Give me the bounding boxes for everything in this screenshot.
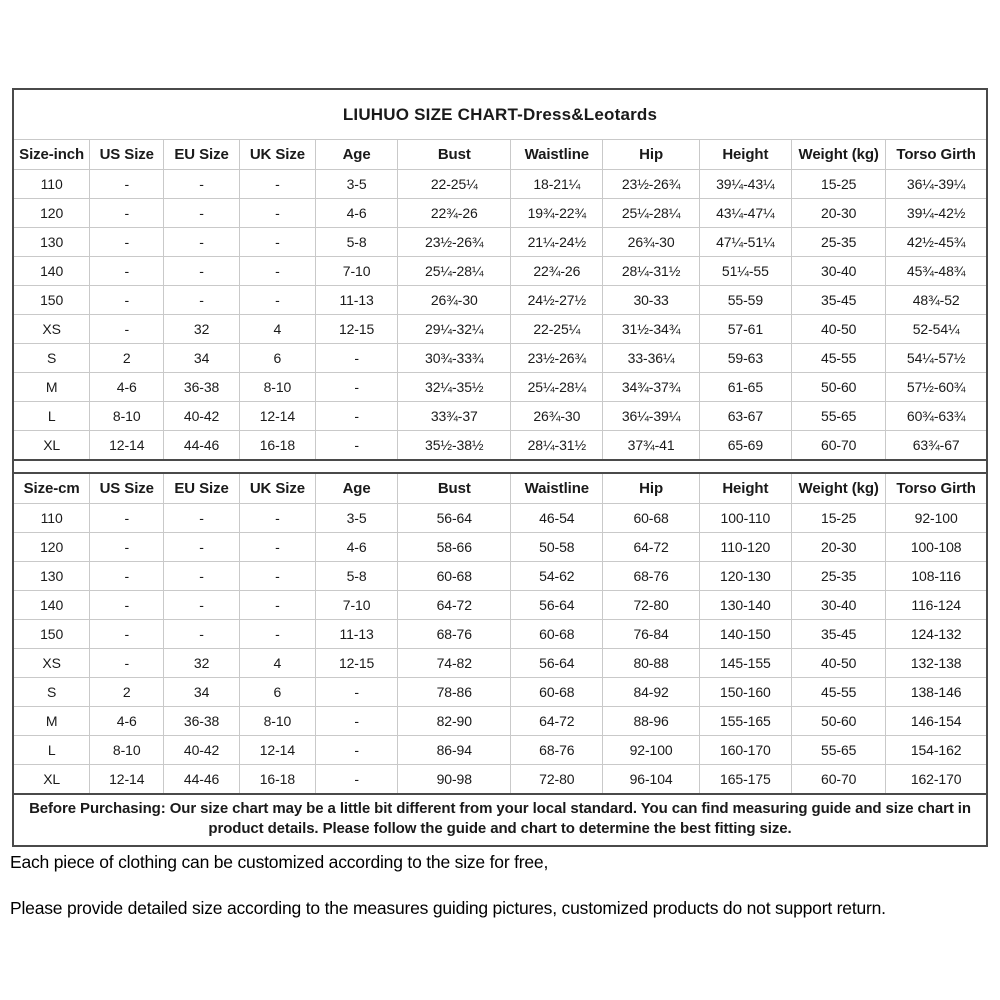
table-cell: -	[164, 286, 240, 315]
table-cell: 82-90	[398, 707, 511, 736]
table-cell: 48¾-52	[886, 286, 986, 315]
table-cell: 140	[14, 591, 90, 620]
table-cell: -	[90, 286, 164, 315]
table-cell: -	[90, 257, 164, 286]
table-cell: -	[239, 504, 315, 533]
table-cell: XS	[14, 649, 90, 678]
table-cell: 22-25¼	[398, 170, 511, 199]
table-cell: 8-10	[90, 402, 164, 431]
table-divider	[14, 459, 986, 474]
header-row	[14, 140, 986, 170]
table-cell: 100-110	[699, 504, 791, 533]
table-cell: 61-65	[699, 373, 791, 402]
table-cell: 19¾-22¾	[511, 199, 603, 228]
table-cell: 34	[164, 678, 240, 707]
table-cell: 120-130	[699, 562, 791, 591]
table-cell: 130	[14, 228, 90, 257]
table-cell: 4	[239, 649, 315, 678]
size-chart-box	[12, 88, 988, 847]
table-cell: -	[90, 199, 164, 228]
table-cell: 4-6	[90, 373, 164, 402]
table-cell: 162-170	[886, 765, 986, 794]
table-cell: L	[14, 736, 90, 765]
table-cell: 26¾-30	[398, 286, 511, 315]
table-cell: 44-46	[164, 765, 240, 794]
table-cell: 12-15	[315, 649, 398, 678]
table-cell: 16-18	[239, 431, 315, 460]
table-cell: 50-58	[511, 533, 603, 562]
table-cell: 30-33	[603, 286, 699, 315]
note-no-return: Please provide detailed size according to the measures guiding pictures, customized products do not support return.	[10, 898, 886, 918]
table-cell: 160-170	[699, 736, 791, 765]
table-cell: -	[90, 504, 164, 533]
table-cell: 60-68	[511, 678, 603, 707]
table-row	[14, 736, 986, 765]
table-cell: 18-21¼	[511, 170, 603, 199]
table-cell: 32¼-35½	[398, 373, 511, 402]
table-cell: -	[90, 591, 164, 620]
table-cell: 6	[239, 678, 315, 707]
column-header: Torso Girth	[886, 474, 986, 504]
table-cell: 68-76	[398, 620, 511, 649]
table-cell: 5-8	[315, 228, 398, 257]
table-cell: 138-146	[886, 678, 986, 707]
table-cell: 90-98	[398, 765, 511, 794]
table-row	[14, 562, 986, 591]
column-header: Age	[315, 140, 398, 170]
table-cell: -	[164, 228, 240, 257]
table-cell: 64-72	[511, 707, 603, 736]
table-cell: 88-96	[603, 707, 699, 736]
table-cell: XL	[14, 765, 90, 794]
table-row	[14, 504, 986, 533]
column-header: UK Size	[239, 140, 315, 170]
table-cell: 31½-34¾	[603, 315, 699, 344]
table-row	[14, 620, 986, 649]
table-row	[14, 533, 986, 562]
table-cell: 120	[14, 533, 90, 562]
table-cell: 56-64	[511, 591, 603, 620]
column-header: US Size	[90, 140, 164, 170]
table-cell: 3-5	[315, 504, 398, 533]
table-cell: 60-70	[792, 765, 886, 794]
table-cell: 60-68	[511, 620, 603, 649]
table-cell: 50-60	[792, 707, 886, 736]
table-cell: 33¾-37	[398, 402, 511, 431]
table-cell: 92-100	[603, 736, 699, 765]
table-cell: 7-10	[315, 257, 398, 286]
table-cell: 65-69	[699, 431, 791, 460]
table-cell: 30-40	[792, 257, 886, 286]
table-cell: 165-175	[699, 765, 791, 794]
table-cell: -	[90, 533, 164, 562]
table-cell: 25¼-28¼	[511, 373, 603, 402]
table-cell: 39¼-42½	[886, 199, 986, 228]
table-cell: -	[164, 533, 240, 562]
table-cell: 76-84	[603, 620, 699, 649]
table-cell: 36-38	[164, 373, 240, 402]
table-cell: 35-45	[792, 286, 886, 315]
column-header: Height	[699, 140, 791, 170]
table-cell: -	[90, 228, 164, 257]
table-cell: XS	[14, 315, 90, 344]
table-cell: 12-14	[90, 765, 164, 794]
table-cell: 72-80	[603, 591, 699, 620]
table-cell: 130-140	[699, 591, 791, 620]
table-cell: 8-10	[239, 373, 315, 402]
table-cell: 40-42	[164, 402, 240, 431]
table-cell: 4	[239, 315, 315, 344]
table-cell: 50-60	[792, 373, 886, 402]
table-cell: 28¼-31½	[603, 257, 699, 286]
table-cell: -	[164, 170, 240, 199]
table-cell: 25¼-28¼	[603, 199, 699, 228]
table-cell: 55-65	[792, 402, 886, 431]
table-cell: 15-25	[792, 170, 886, 199]
table-cell: 5-8	[315, 562, 398, 591]
column-header: Waistline	[511, 140, 603, 170]
table-cell: 34¾-37¾	[603, 373, 699, 402]
table-cell: 64-72	[398, 591, 511, 620]
column-header: Weight (kg)	[792, 474, 886, 504]
table-cell: 60-70	[792, 431, 886, 460]
table-cell: 42½-45¾	[886, 228, 986, 257]
table-cell: 4-6	[90, 707, 164, 736]
table-cell: 59-63	[699, 344, 791, 373]
table-cell: 100-108	[886, 533, 986, 562]
table-cell: XL	[14, 431, 90, 460]
table-cell: -	[315, 402, 398, 431]
table-cell: -	[164, 591, 240, 620]
table-cell: 92-100	[886, 504, 986, 533]
column-header: EU Size	[164, 474, 240, 504]
table-cell: 8-10	[90, 736, 164, 765]
table-cell: 150	[14, 286, 90, 315]
table-cell: 63¾-67	[886, 431, 986, 460]
table-cell: 36¼-39¼	[603, 402, 699, 431]
table-cell: 110-120	[699, 533, 791, 562]
table-cell: 132-138	[886, 649, 986, 678]
table-cell: 45-55	[792, 678, 886, 707]
table-cell: 22¾-26	[398, 199, 511, 228]
table-row	[14, 765, 986, 794]
table-cell: 3-5	[315, 170, 398, 199]
table-cell: 15-25	[792, 504, 886, 533]
table-cell: 6	[239, 344, 315, 373]
table-cell: -	[239, 562, 315, 591]
table-cell: -	[164, 620, 240, 649]
note-free-customization: Each piece of clothing can be customized according to the size for free,	[10, 852, 549, 872]
table-cell: 84-92	[603, 678, 699, 707]
table-cell: 21¼-24½	[511, 228, 603, 257]
table-cell: 46-54	[511, 504, 603, 533]
table-cell: 4-6	[315, 533, 398, 562]
table-cell: -	[315, 736, 398, 765]
table-cell: 40-42	[164, 736, 240, 765]
table-cell: -	[239, 591, 315, 620]
table-cell: 24½-27½	[511, 286, 603, 315]
table-cell: L	[14, 402, 90, 431]
table-cell: 45-55	[792, 344, 886, 373]
table-cell: 36¼-39¼	[886, 170, 986, 199]
table-cell: 150	[14, 620, 90, 649]
table-cell: 146-154	[886, 707, 986, 736]
table-cell: 96-104	[603, 765, 699, 794]
table-cell: 37¾-41	[603, 431, 699, 460]
table-cell: -	[90, 170, 164, 199]
table-cell: 56-64	[398, 504, 511, 533]
table-cell: 140-150	[699, 620, 791, 649]
table-row	[14, 373, 986, 402]
table-cell: S	[14, 678, 90, 707]
column-header: Weight (kg)	[792, 140, 886, 170]
table-cell: 7-10	[315, 591, 398, 620]
table-cell: 23½-26¾	[511, 344, 603, 373]
table-cell: 52-54¼	[886, 315, 986, 344]
column-header: Height	[699, 474, 791, 504]
table-cell: -	[239, 533, 315, 562]
table-cell: 154-162	[886, 736, 986, 765]
column-header: Bust	[398, 140, 511, 170]
table-row	[14, 286, 986, 315]
table-cell: -	[90, 649, 164, 678]
table-cell: 2	[90, 344, 164, 373]
table-cell: S	[14, 344, 90, 373]
table-cell: 20-30	[792, 199, 886, 228]
table-cell: 30-40	[792, 591, 886, 620]
table-cell: 68-76	[603, 562, 699, 591]
table-cell: 60-68	[398, 562, 511, 591]
column-header: EU Size	[164, 140, 240, 170]
table-row	[14, 199, 986, 228]
table-cell: 57½-60¾	[886, 373, 986, 402]
table-cell: -	[164, 562, 240, 591]
column-header: Bust	[398, 474, 511, 504]
table-cell: 12-15	[315, 315, 398, 344]
table-cell: 54¼-57½	[886, 344, 986, 373]
table-cell: 2	[90, 678, 164, 707]
table-cell: 30¾-33¾	[398, 344, 511, 373]
table-cell: 58-66	[398, 533, 511, 562]
table-row	[14, 315, 986, 344]
table-cell: -	[239, 170, 315, 199]
table-cell: 25¼-28¼	[398, 257, 511, 286]
table-cell: 51¼-55	[699, 257, 791, 286]
table-cell: 11-13	[315, 286, 398, 315]
size-table-cm	[14, 474, 986, 793]
column-header: Hip	[603, 474, 699, 504]
table-cell: -	[164, 257, 240, 286]
table-cell: 78-86	[398, 678, 511, 707]
column-header: UK Size	[239, 474, 315, 504]
table-cell: 54-62	[511, 562, 603, 591]
column-header: Age	[315, 474, 398, 504]
table-cell: 12-14	[90, 431, 164, 460]
table-cell: 40-50	[792, 649, 886, 678]
table-cell: 86-94	[398, 736, 511, 765]
table-cell: 32	[164, 649, 240, 678]
table-cell: 35-45	[792, 620, 886, 649]
table-cell: 36-38	[164, 707, 240, 736]
table-cell: 108-116	[886, 562, 986, 591]
table-cell: 64-72	[603, 533, 699, 562]
table-cell: 22-25¼	[511, 315, 603, 344]
table-cell: 140	[14, 257, 90, 286]
column-header: Torso Girth	[886, 140, 986, 170]
table-cell: 60¾-63¾	[886, 402, 986, 431]
table-cell: 35½-38½	[398, 431, 511, 460]
table-cell: -	[90, 562, 164, 591]
table-cell: 12-14	[239, 736, 315, 765]
table-cell: 4-6	[315, 199, 398, 228]
column-header: Hip	[603, 140, 699, 170]
table-cell: -	[315, 765, 398, 794]
table-cell: 74-82	[398, 649, 511, 678]
table-cell: 80-88	[603, 649, 699, 678]
chart-title: LIUHUO SIZE CHART-Dress&Leotards	[14, 90, 986, 140]
table-row	[14, 228, 986, 257]
table-cell: 40-50	[792, 315, 886, 344]
table-cell: -	[164, 199, 240, 228]
table-cell: 55-65	[792, 736, 886, 765]
table-cell: 72-80	[511, 765, 603, 794]
table-cell: 32	[164, 315, 240, 344]
table-cell: 63-67	[699, 402, 791, 431]
table-cell: 110	[14, 170, 90, 199]
table-row	[14, 402, 986, 431]
table-cell: 28¼-31½	[511, 431, 603, 460]
table-cell: -	[315, 344, 398, 373]
table-cell: 43¼-47¼	[699, 199, 791, 228]
table-row	[14, 257, 986, 286]
table-cell: 8-10	[239, 707, 315, 736]
column-header: Waistline	[511, 474, 603, 504]
table-cell: 60-68	[603, 504, 699, 533]
table-cell: 47¼-51¼	[699, 228, 791, 257]
table-cell: 25-35	[792, 562, 886, 591]
table-cell: -	[315, 373, 398, 402]
table-cell: -	[239, 257, 315, 286]
table-cell: -	[239, 199, 315, 228]
table-cell: 124-132	[886, 620, 986, 649]
table-cell: -	[239, 620, 315, 649]
table-cell: -	[239, 286, 315, 315]
table-cell: -	[90, 315, 164, 344]
table-cell: 33-36¼	[603, 344, 699, 373]
table-cell: 23½-26¾	[603, 170, 699, 199]
table-cell: 55-59	[699, 286, 791, 315]
table-cell: 22¾-26	[511, 257, 603, 286]
table-cell: 29¼-32¼	[398, 315, 511, 344]
table-cell: 20-30	[792, 533, 886, 562]
column-header: Size-inch	[14, 140, 90, 170]
table-cell: 155-165	[699, 707, 791, 736]
table-row	[14, 649, 986, 678]
table-cell: -	[90, 620, 164, 649]
column-header: Size-cm	[14, 474, 90, 504]
table-cell: 26¾-30	[603, 228, 699, 257]
table-row	[14, 344, 986, 373]
table-row	[14, 431, 986, 460]
table-cell: -	[315, 707, 398, 736]
table-cell: 25-35	[792, 228, 886, 257]
table-row	[14, 678, 986, 707]
table-cell: 34	[164, 344, 240, 373]
table-cell: 39¼-43¼	[699, 170, 791, 199]
table-cell: -	[315, 431, 398, 460]
table-row	[14, 707, 986, 736]
table-cell: 44-46	[164, 431, 240, 460]
table-cell: 130	[14, 562, 90, 591]
before-purchasing-note: Before Purchasing: Our size chart may be a little bit different from your local standard. You can find measuring guide and size chart in product details. Please follow the guide and chart to determine the best fitting size.	[14, 793, 986, 845]
size-table-inch	[14, 140, 986, 459]
table-cell: M	[14, 707, 90, 736]
table-cell: 26¾-30	[511, 402, 603, 431]
table-row	[14, 170, 986, 199]
table-cell: 110	[14, 504, 90, 533]
table-cell: -	[315, 678, 398, 707]
table-cell: -	[164, 504, 240, 533]
table-cell: 120	[14, 199, 90, 228]
header-row	[14, 474, 986, 504]
table-cell: 145-155	[699, 649, 791, 678]
table-cell: 11-13	[315, 620, 398, 649]
table-cell: 57-61	[699, 315, 791, 344]
table-cell: -	[239, 228, 315, 257]
table-cell: 12-14	[239, 402, 315, 431]
customization-notes	[10, 852, 980, 944]
table-cell: 23½-26¾	[398, 228, 511, 257]
table-cell: 116-124	[886, 591, 986, 620]
table-cell: 68-76	[511, 736, 603, 765]
table-cell: 45¾-48¾	[886, 257, 986, 286]
table-cell: M	[14, 373, 90, 402]
table-cell: 56-64	[511, 649, 603, 678]
table-cell: 150-160	[699, 678, 791, 707]
table-cell: 16-18	[239, 765, 315, 794]
column-header: US Size	[90, 474, 164, 504]
table-row	[14, 591, 986, 620]
